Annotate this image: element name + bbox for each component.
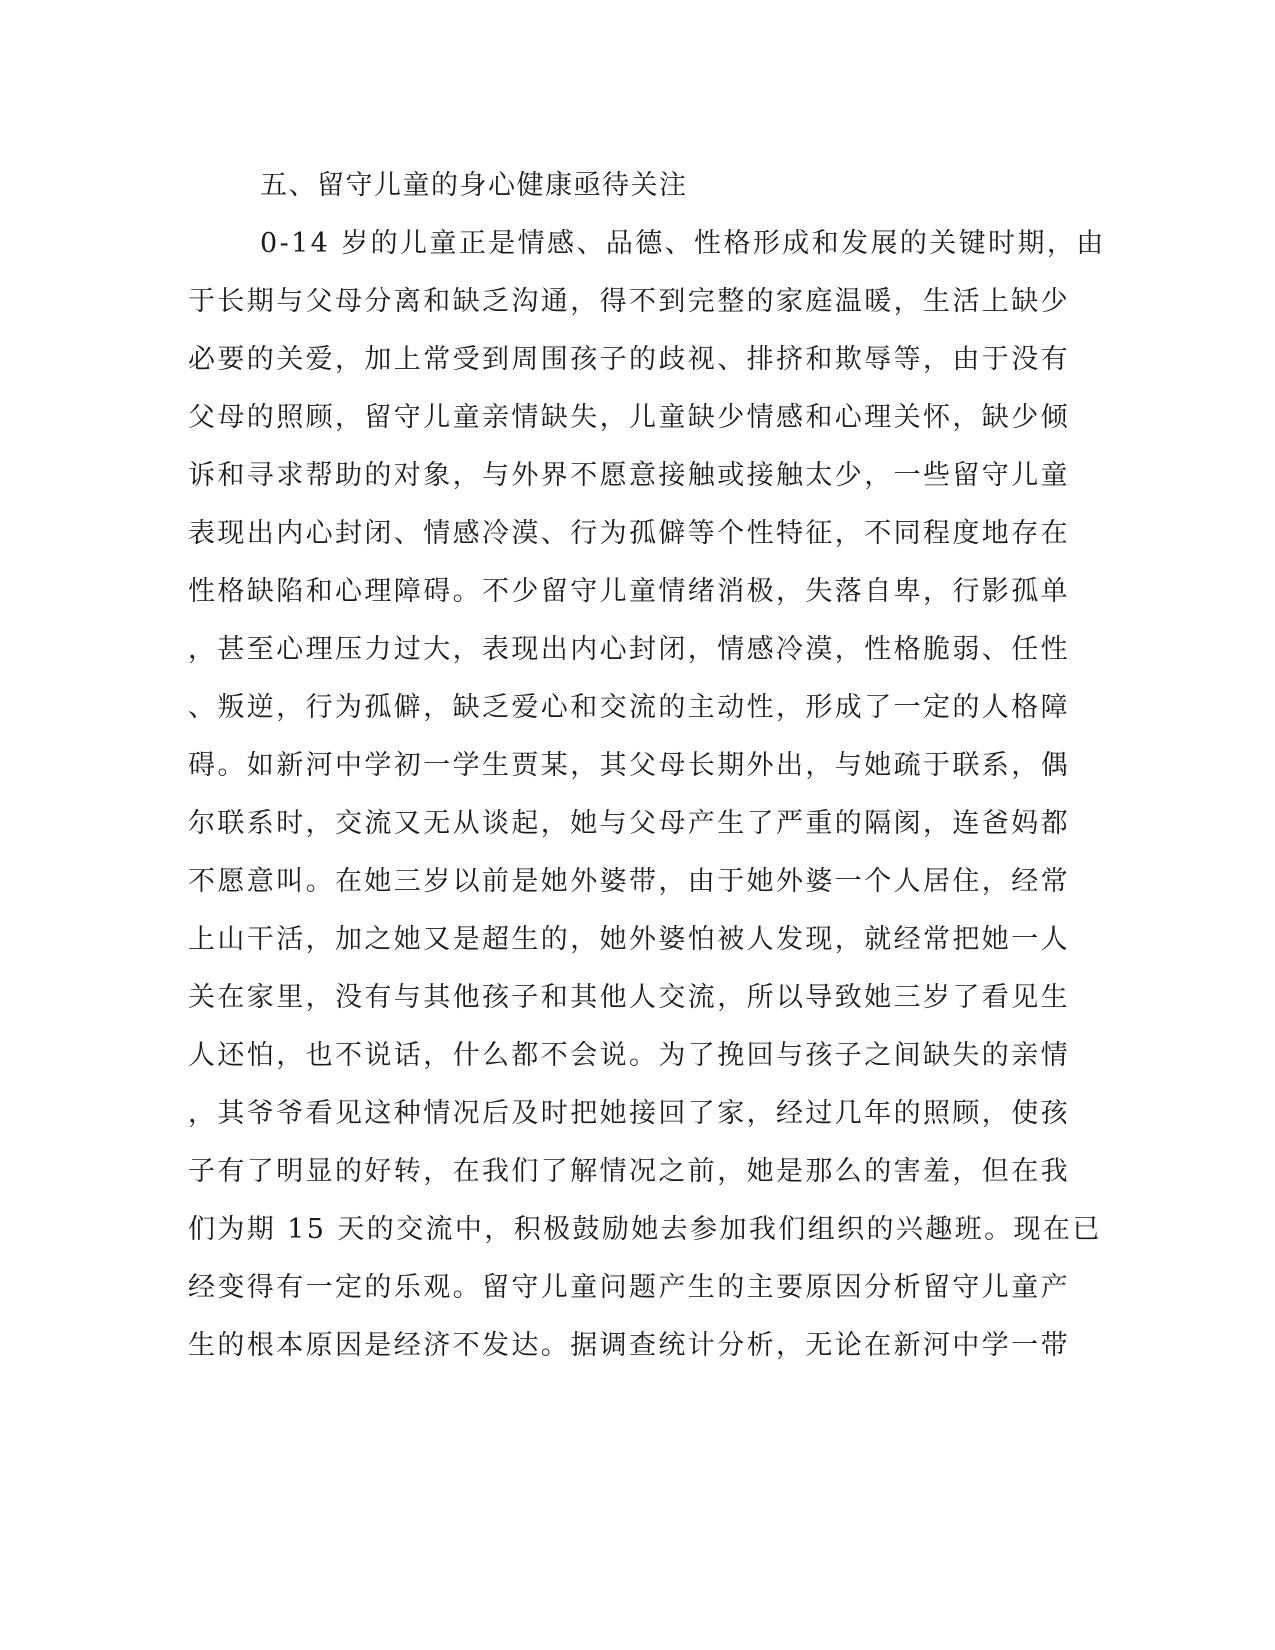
paragraph-line: ，甚至心理压力过大，表现出内心封闭，情感冷漠，性格脆弱、任性 xyxy=(188,634,1070,665)
paragraph-line: 0-14 岁的儿童正是情感、品德、性格形成和发展的关键时期，由 xyxy=(260,228,1106,259)
paragraph-line: 子有了明显的好转，在我们了解情况之前，她是那么的害羞，但在我 xyxy=(188,1156,1070,1187)
paragraph-line: 尔联系时，交流又无从谈起，她与父母产生了严重的隔阂，连爸妈都 xyxy=(188,808,1070,839)
paragraph-line: 诉和寻求帮助的对象，与外界不愿意接触或接触太少，一些留守儿童 xyxy=(188,460,1070,491)
paragraph-line: 生的根本原因是经济不发达。据调查统计分析，无论在新河中学一带 xyxy=(188,1330,1070,1361)
paragraph-line: 性格缺陷和心理障碍。不少留守儿童情绪消极，失落自卑，行影孤单 xyxy=(188,576,1070,607)
paragraph-line: 们为期 15 天的交流中，积极鼓励她去参加我们组织的兴趣班。现在已 xyxy=(188,1214,1102,1245)
paragraph-line: 碍。如新河中学初一学生贾某，其父母长期外出，与她疏于联系，偶 xyxy=(188,750,1070,781)
paragraph-line: 上山干活，加之她又是超生的，她外婆怕被人发现，就经常把她一人 xyxy=(188,924,1070,955)
paragraph-line: 于长期与父母分离和缺乏沟通，得不到完整的家庭温暖，生活上缺少 xyxy=(188,286,1070,317)
paragraph-line: 人还怕，也不说话，什么都不会说。为了挽回与孩子之间缺失的亲情 xyxy=(188,1040,1070,1071)
paragraph-line: 必要的关爱，加上常受到周围孩子的歧视、排挤和欺辱等，由于没有 xyxy=(188,344,1070,375)
paragraph-line: 不愿意叫。在她三岁以前是她外婆带，由于她外婆一个人居住，经常 xyxy=(188,866,1070,897)
paragraph-line: 经变得有一定的乐观。留守儿童问题产生的主要原因分析留守儿童产 xyxy=(188,1272,1070,1303)
paragraph-line: ，其爷爷看见这种情况后及时把她接回了家，经过几年的照顾，使孩 xyxy=(188,1098,1070,1129)
paragraph-line: 关在家里，没有与其他孩子和其他人交流，所以导致她三岁了看见生 xyxy=(188,982,1070,1013)
section-heading: 五、留守儿童的身心健康亟待关注 xyxy=(260,170,688,201)
paragraph-line: 父母的照顾，留守儿童亲情缺失，儿童缺少情感和心理关怀，缺少倾 xyxy=(188,402,1070,433)
paragraph-line: 、叛逆，行为孤僻，缺乏爱心和交流的主动性，形成了一定的人格障 xyxy=(188,692,1070,723)
paragraph-line: 表现出内心封闭、情感冷漠、行为孤僻等个性特征，不同程度地存在 xyxy=(188,518,1070,549)
